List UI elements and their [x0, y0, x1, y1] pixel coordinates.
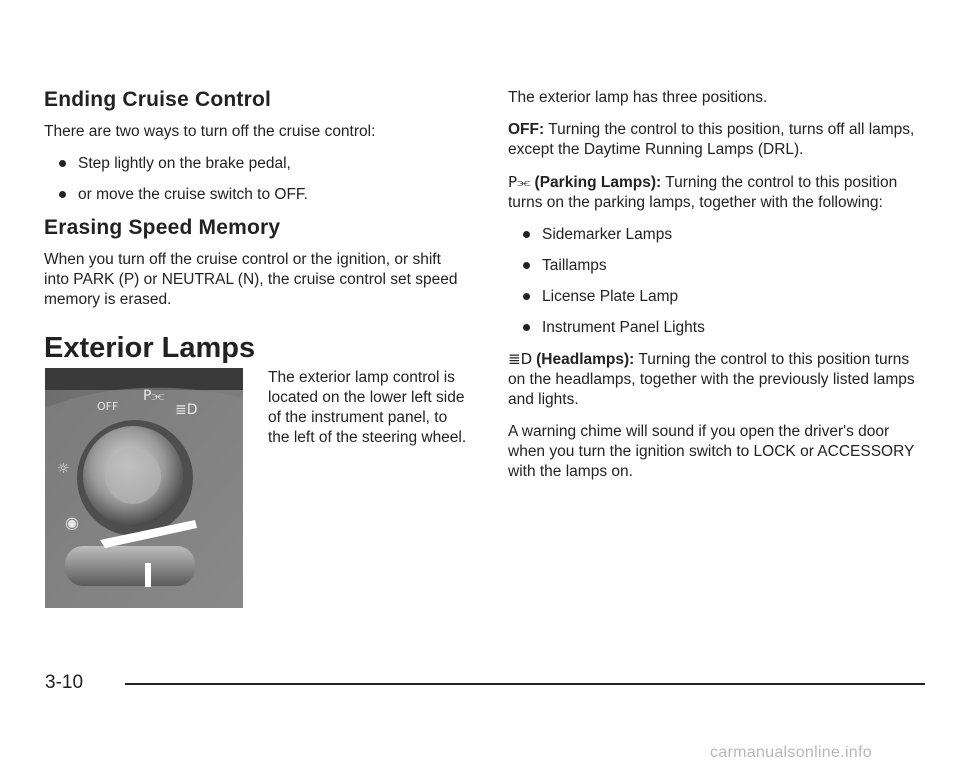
page-number: 3-10 — [45, 672, 84, 693]
ending-intro: There are two ways to turn off the cruise control: — [44, 123, 376, 140]
footer-rule — [125, 683, 925, 685]
parking-text: Turning the control to this position turns on the parking lamps, together with the following: — [508, 174, 898, 211]
ending-cruise-title: Ending Cruise Control — [44, 88, 272, 111]
ending-bullet-list — [44, 154, 464, 205]
list-item: Instrument Panel Lights — [508, 318, 928, 338]
photo-caption: The exterior lamp control is located on the lower left side of the instrument panel, to the left of the steering wheel. — [268, 369, 467, 446]
dome-mark-icon: ◉ — [65, 513, 79, 532]
right-column — [508, 88, 928, 494]
erasing-speed-title: Erasing Speed Memory — [44, 216, 281, 239]
headlamp-icon: ≣D — [508, 350, 533, 368]
positions-intro: The exterior lamp has three positions. — [508, 89, 768, 106]
parking-lamp-icon: P⫘ — [508, 173, 531, 191]
parking-mark-icon: P⫘ — [143, 388, 165, 404]
list-item: Step lightly on the brake pedal, — [44, 154, 464, 174]
off-text: Turning the control to this position, turns off all lamps, except the Daytime Running Lamps (DRL). — [508, 121, 915, 158]
off-mark: OFF — [97, 400, 119, 413]
headlamps-paragraph — [508, 349, 928, 410]
lamp-control-photo — [45, 368, 243, 608]
exterior-lamps-title: Exterior Lamps — [44, 332, 256, 364]
chime-paragraph: A warning chime will sound if you open the driver's door when you turn the ignition switch to LOCK or ACCESSORY with the lamps on. — [508, 423, 915, 480]
left-column — [44, 88, 464, 365]
headlamps-label: (Headlamps): — [536, 351, 635, 368]
dimmer-mark-icon: ☼ — [57, 461, 70, 477]
list-item: Sidemarker Lamps — [508, 225, 928, 245]
parking-bullet-list — [508, 225, 928, 338]
parking-label: (Parking Lamps): — [534, 174, 662, 191]
off-label: OFF: — [508, 121, 545, 138]
headlamp-mark-icon: ≣D — [175, 402, 198, 418]
erasing-text: When you turn off the cruise control or the ignition, or shift into PARK (P) or NEUTRAL (N), the cruise control set speed memory is erased. — [44, 251, 458, 308]
headlamps-text: Turning the control to this position turns on the headlamps, together with the previously listed lamps and lights. — [508, 351, 915, 408]
watermark: carmanualsonline.info — [710, 744, 872, 761]
list-item: Taillamps — [508, 256, 928, 276]
parking-paragraph — [508, 172, 928, 213]
lamp-control-illustration — [45, 368, 243, 608]
list-item: License Plate Lamp — [508, 287, 928, 307]
off-paragraph — [508, 120, 928, 160]
list-item: or move the cruise switch to OFF. — [44, 185, 464, 205]
